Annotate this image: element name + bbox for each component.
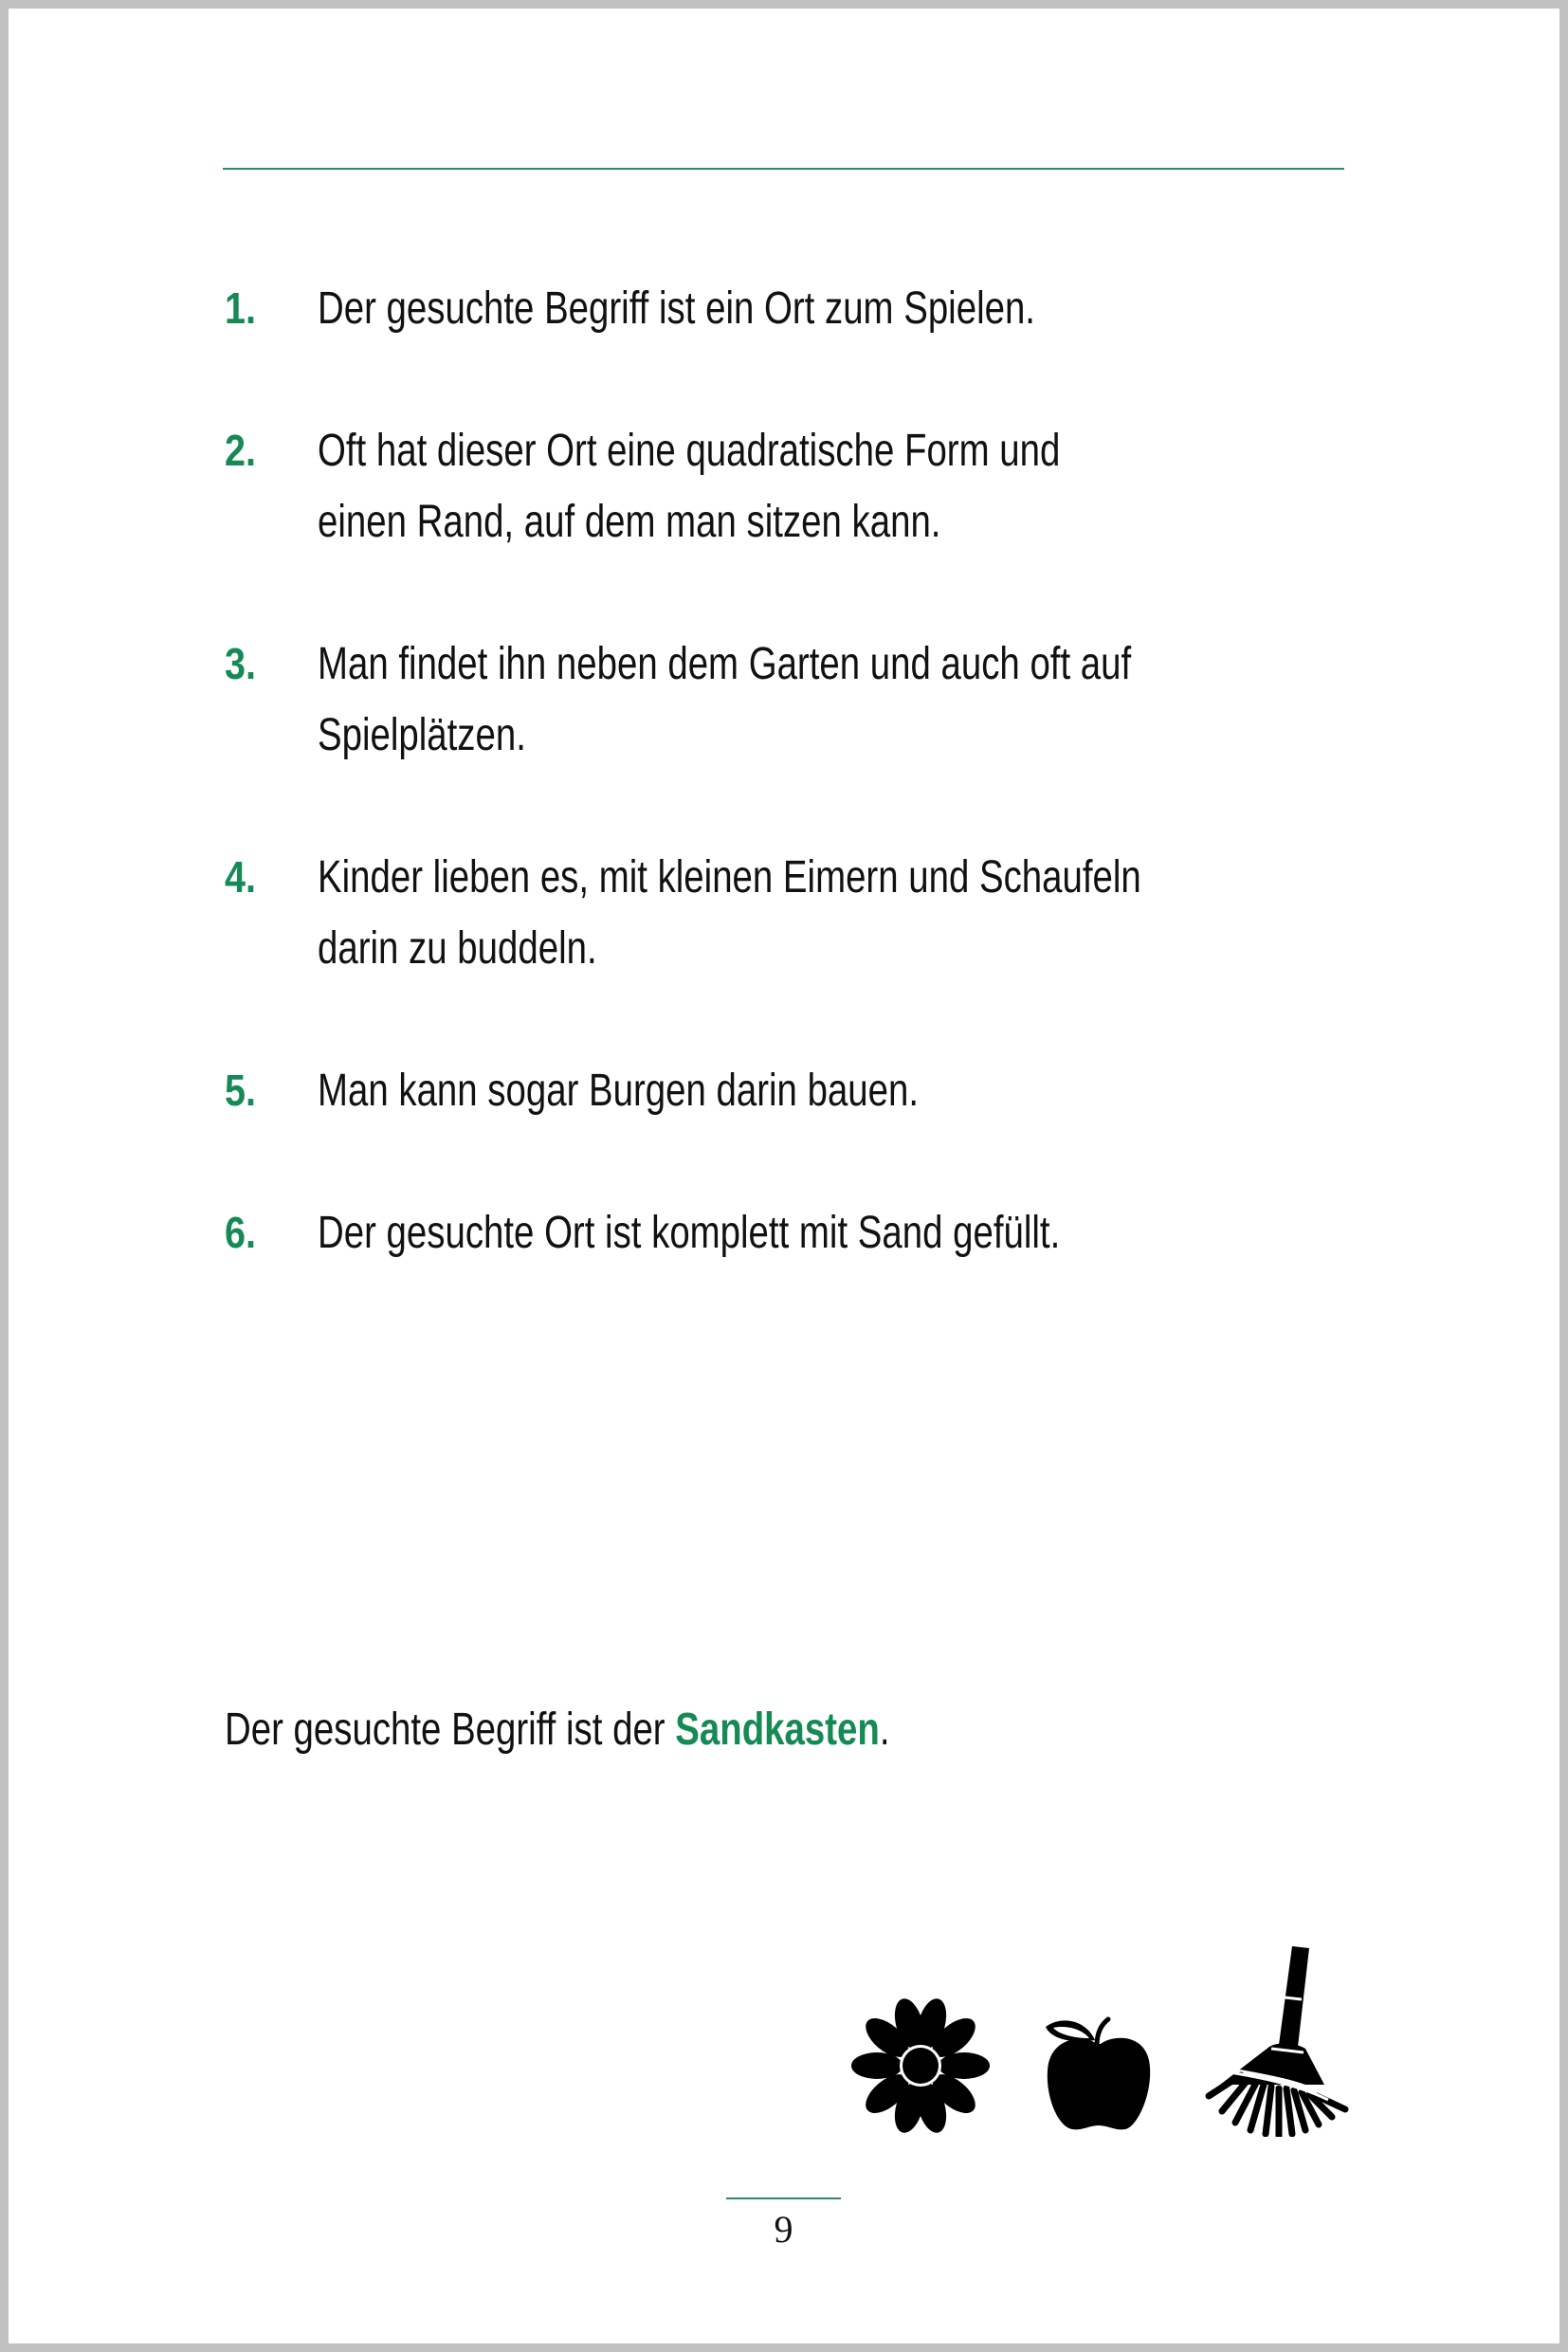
clue-line: Oft hat dieser Ort eine quadratische Form und [318, 426, 1061, 476]
clue-line: Kinder lieben es, mit kleinen Eimern und Schaufeln [318, 852, 1141, 903]
clue-number: 4. [225, 852, 257, 902]
answer-prefix: Der gesuchte Begriff ist der [225, 1705, 676, 1755]
clue-line: Der gesuchte Ort ist komplett mit Sand gefüllt. [318, 1208, 1061, 1258]
footer-divider [726, 2197, 841, 2199]
answer-term: Sandkasten [675, 1705, 880, 1755]
clue-text [318, 1197, 1060, 1268]
clue-line: Der gesuchte Begriff ist ein Ort zum Spielen. [318, 283, 1035, 334]
clue-text [318, 842, 1141, 984]
page [9, 9, 1559, 2343]
clue-line: Man findet ihn neben dem Garten und auch oft auf [318, 639, 1132, 689]
clue-number: 6. [225, 1208, 257, 1257]
flower-icon [851, 1996, 990, 2135]
clue-number: 3. [225, 639, 257, 688]
clue-text [318, 415, 1060, 557]
clue-number: 5. [225, 1066, 257, 1115]
clue-number: 1. [225, 283, 257, 333]
clue-number: 2. [225, 426, 257, 475]
clue-text [318, 273, 1035, 344]
clue-text [318, 629, 1131, 771]
clue-text [318, 1055, 919, 1126]
answer-sentence [225, 1694, 889, 1765]
clue-line: Spielplätzen. [318, 710, 526, 760]
rake-icon [1203, 1942, 1355, 2137]
apple-icon [1042, 2015, 1156, 2134]
answer-suffix: . [879, 1705, 890, 1755]
top-divider [223, 168, 1344, 170]
page-number: 9 [774, 2208, 793, 2251]
clue-line: darin zu buddeln. [318, 923, 597, 974]
clue-line: einen Rand, auf dem man sitzen kann. [318, 497, 941, 547]
clue-line: Man kann sogar Burgen darin bauen. [318, 1066, 920, 1116]
